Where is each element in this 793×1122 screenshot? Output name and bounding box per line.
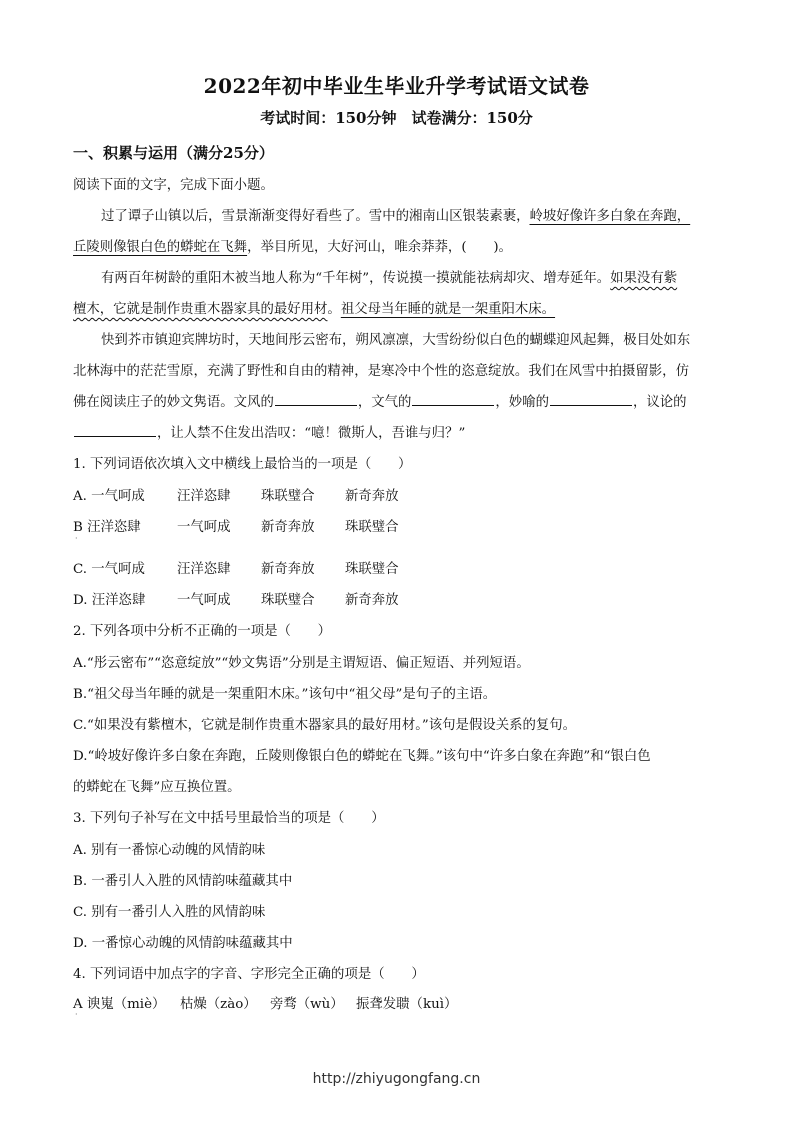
q1-option-c[interactable] bbox=[73, 558, 399, 577]
passage-p3-line1: 快到芥市镇迎宾牌坊时，天地间彤云密布，朔风凛凛，大雪纷纷似白色的蝴蝶迎风起舞，极目处如东 bbox=[101, 333, 691, 348]
q1-c-3: 新奇奔放 bbox=[261, 562, 315, 577]
passage-p1-line2 bbox=[73, 236, 512, 255]
q1-d-4: 新奇奔放 bbox=[345, 593, 399, 608]
q1-a-2: 汪洋恣肆 bbox=[177, 489, 231, 504]
q1-a-3: 珠联璧合 bbox=[261, 489, 315, 504]
q1-stem: 1. 下列词语依次填入文中横线上最恰当的一项是（ ） bbox=[73, 457, 412, 472]
q1-b-2: 一气呵成 bbox=[177, 520, 231, 535]
p3-text-c: ，妙喻的 bbox=[495, 395, 549, 410]
passage-p3-line2: 北林海中的茫茫雪原，充满了野性和自由的精神，是寒冷中个性的恣意绽放。我们在风雪中拍摄留影，仿 bbox=[73, 364, 689, 379]
q1-d-1: D. 汪洋恣肆 bbox=[73, 593, 146, 608]
passage-p3-line3 bbox=[73, 391, 687, 410]
p2-underline-e: 祖父母当年睡的就是一架重阳木床。 bbox=[340, 302, 556, 317]
reading-intro: 阅读下面的文字，完成下面小题。 bbox=[73, 178, 274, 193]
passage-p2-line2 bbox=[73, 298, 555, 317]
q2-option-c[interactable]: C.“如果没有紫檀木，它就是制作贵重木器家具的最好用材。”该句是假设关系的复句。 bbox=[73, 718, 577, 733]
p3-text-a: 佛在阅读庄子的妙文隽语。文风的 bbox=[73, 395, 274, 410]
p1-text-a: 过了谭子山镇以后，雪景渐渐变得好看些了。雪中的湘南山区银装素裹， bbox=[101, 209, 530, 224]
exam-subtitle: 考试时间：150分钟 试卷满分：150分 bbox=[260, 109, 533, 127]
q2-stem: 2. 下列各项中分析不正确的一项是（ ） bbox=[73, 624, 332, 639]
q3-option-c[interactable]: C. 别有一番引人入胜的风情韵味 bbox=[73, 905, 266, 920]
q1-b-1: B 汪洋恣肆 bbox=[73, 520, 141, 535]
q4-a-2: 枯燥（zào） bbox=[180, 997, 257, 1012]
q2-option-a[interactable]: A.“彤云密布”“恣意绽放”“妙文隽语”分别是主谓短语、偏正短语、并列短语。 bbox=[73, 656, 530, 671]
footer-url[interactable]: http://zhiyugongfang.cn bbox=[312, 1071, 481, 1087]
q4-stem: 4. 下列词语中加点字的字音、字形完全正确的项是（ ） bbox=[73, 967, 425, 982]
q4-option-a[interactable] bbox=[73, 993, 457, 1012]
q4-a-1: A 谀嵬（miè） bbox=[73, 997, 166, 1012]
q1-option-a[interactable] bbox=[73, 485, 399, 504]
q4-a-4: 振聋发聩（kuì） bbox=[356, 997, 458, 1012]
answer-blank-3[interactable] bbox=[550, 393, 632, 406]
q2-option-d[interactable]: D.“岭坡好像许多白象在奔跑，丘陵则像银白色的蟒蛇在飞舞。”该句中“许多白象在奔跑”和“银白色 bbox=[73, 749, 651, 764]
q1-option-b[interactable] bbox=[73, 516, 399, 535]
q2-option-d-cont: 的蟒蛇在飞舞”应互换位置。 bbox=[73, 780, 241, 795]
q3-stem: 3. 下列句子补写在文中括号里最恰当的项是（ ） bbox=[73, 811, 385, 826]
p2-wavy-b: 如果没有紫 bbox=[610, 271, 678, 286]
q1-b-3: 新奇奔放 bbox=[261, 520, 315, 535]
p1-text-d: ，举目所见，大好河山，唯余莽莽，( )。 bbox=[247, 240, 512, 255]
exam-title: 2022年初中毕业生毕业升学考试语文试卷 bbox=[203, 74, 590, 98]
answer-blank-1[interactable] bbox=[275, 393, 357, 406]
q4-a-3: 旁骛（wù） bbox=[270, 997, 344, 1012]
passage-p1-line1 bbox=[101, 205, 690, 224]
p2-text-a: 有两百年树龄的重阳木被当地人称为“千年树”，传说摸一摸就能祛病却灾、增寿延年。 bbox=[101, 271, 611, 286]
passage-p2-line1 bbox=[101, 267, 677, 286]
q1-a-1: A. 一气呵成 bbox=[73, 489, 145, 504]
q1-d-2: 一气呵成 bbox=[177, 593, 231, 608]
q1-c-2: 汪洋恣肆 bbox=[177, 562, 231, 577]
q1-a-4: 新奇奔放 bbox=[345, 489, 399, 504]
p1-underline-b: 岭坡好像许多白象在奔跑， bbox=[529, 209, 691, 224]
q1-c-1: C. 一气呵成 bbox=[73, 562, 145, 577]
q1-c-4: 珠联璧合 bbox=[345, 562, 399, 577]
stray-dot-2: · bbox=[75, 1010, 78, 1019]
q3-option-a[interactable]: A. 别有一番惊心动魄的风情韵味 bbox=[73, 843, 266, 858]
answer-blank-2[interactable] bbox=[412, 393, 494, 406]
p3-text-e: ，让人禁不住发出浩叹：“噫！微斯人，吾谁与归？” bbox=[157, 426, 466, 441]
q3-option-d[interactable]: D. 一番惊心动魄的风情韵味蕴藏其中 bbox=[73, 936, 293, 951]
stray-dot: · bbox=[75, 534, 78, 543]
q3-option-b[interactable]: B. 一番引人入胜的风情韵味蕴藏其中 bbox=[73, 874, 293, 889]
q1-d-3: 珠联璧合 bbox=[261, 593, 315, 608]
passage-p3-line4 bbox=[73, 422, 465, 441]
q2-option-b[interactable]: B.“祖父母当年睡的就是一架重阳木床。”该句中“祖父母”是句子的主语。 bbox=[73, 687, 497, 702]
answer-blank-4[interactable] bbox=[74, 424, 156, 437]
p3-text-d: ，议论的 bbox=[632, 395, 687, 410]
q1-b-4: 珠联璧合 bbox=[345, 520, 399, 535]
q1-option-d[interactable] bbox=[73, 589, 399, 608]
p3-text-b: ，文气的 bbox=[357, 395, 412, 410]
p2-wavy-c: 檀木，它就是制作贵重木器家具的最好用材 bbox=[73, 302, 328, 317]
section-heading: 一、积累与运用（满分25分） bbox=[73, 144, 274, 162]
p2-text-d: 。 bbox=[327, 302, 341, 317]
p1-underline-c: 丘陵则像银白色的蟒蛇在飞舞 bbox=[73, 240, 248, 255]
